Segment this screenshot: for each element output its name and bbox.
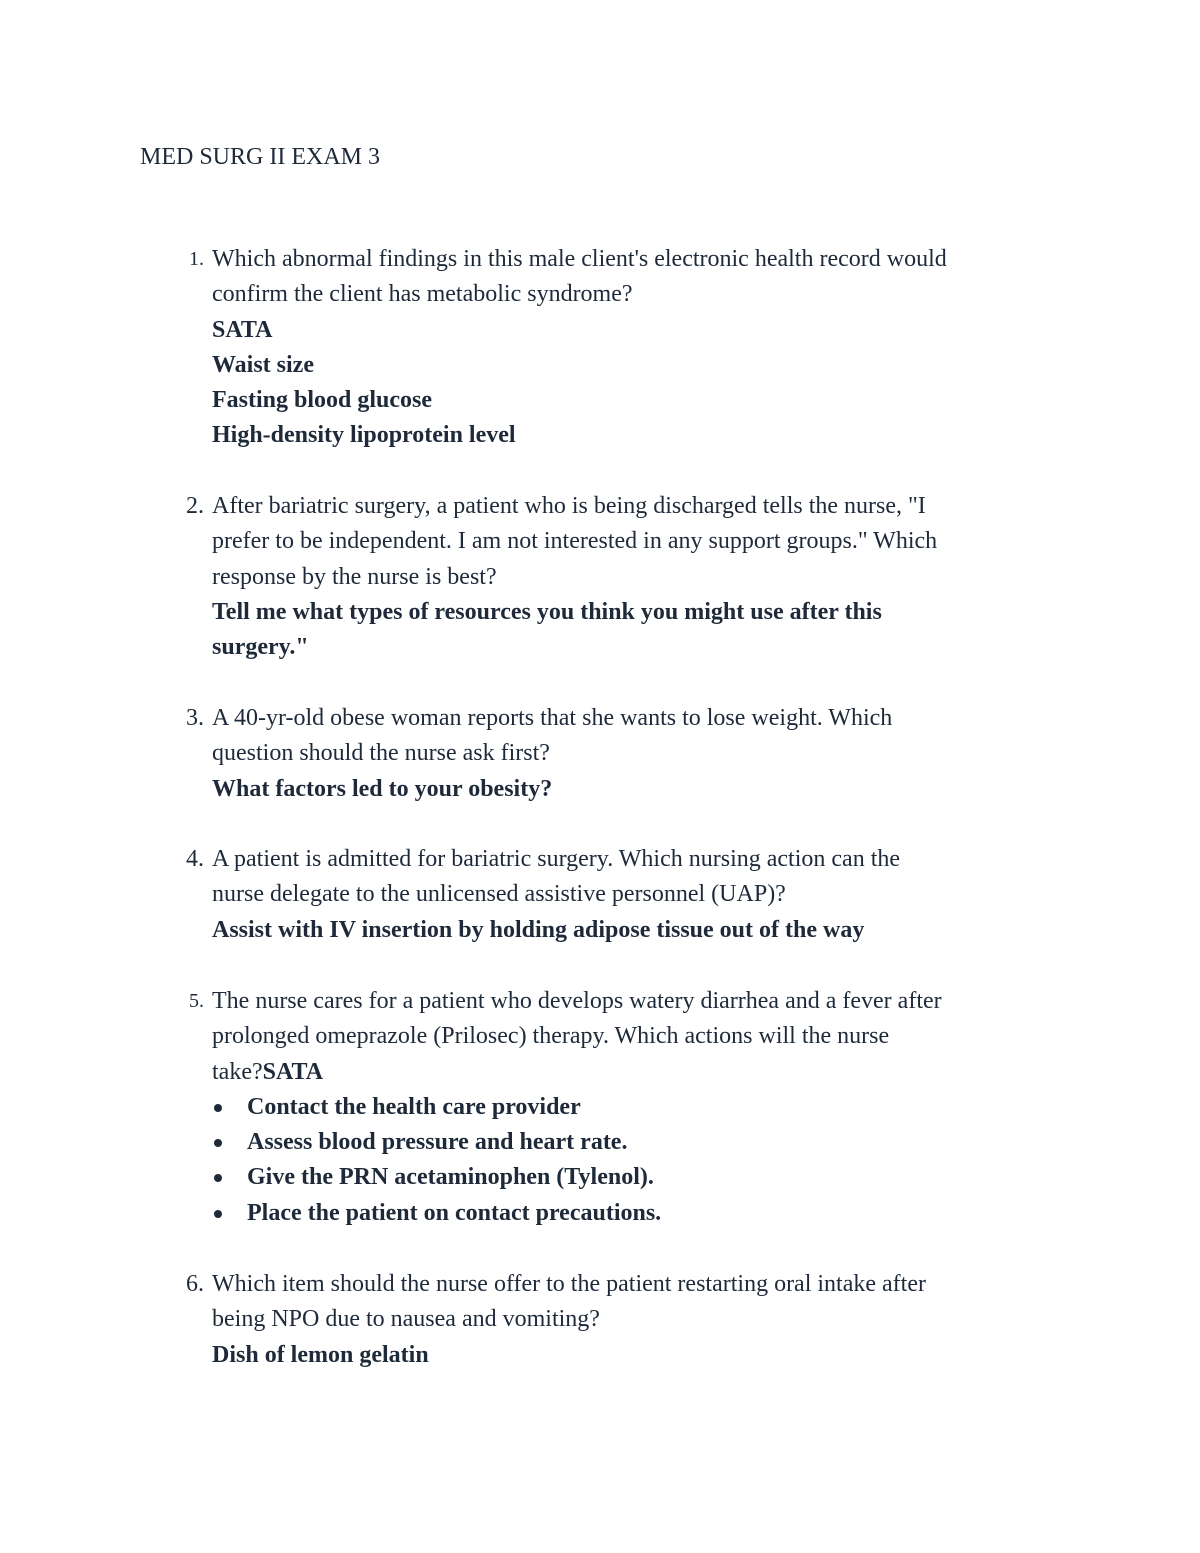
question-number: 3. <box>186 705 204 731</box>
question-text-line: A patient is admitted for bariatric surgery. Which nursing action can the <box>212 846 901 872</box>
question-number: 2. <box>186 493 204 519</box>
question-text-line: being NPO due to nausea and vomiting? <box>212 1306 600 1333</box>
question-text-line: confirm the client has metabolic syndrome? <box>212 281 633 308</box>
question-text-line: question should the nurse ask first? <box>212 740 550 767</box>
answer-bullet-item <box>212 1196 1092 1231</box>
answer-bullet-text: Assess blood pressure and heart rate. <box>247 1129 628 1156</box>
question-4 <box>186 842 1092 948</box>
document-title: MED SURG II EXAM 3 <box>140 144 380 170</box>
question-text-fragment: take? <box>212 1058 263 1085</box>
bullet-dot-icon <box>214 1174 222 1182</box>
question-text-line: A 40-yr-old obese woman reports that she wants to lose weight. Which <box>212 705 893 731</box>
question-3 <box>186 701 1092 807</box>
answer-bullet-text: Place the patient on contact precautions. <box>247 1199 662 1226</box>
question-text-line: Which abnormal findings in this male client's electronic health record would <box>212 246 947 272</box>
answer-line: Dish of lemon gelatin <box>212 1341 429 1368</box>
bullet-dot-icon <box>214 1139 222 1147</box>
answer-bullet-item <box>212 1090 1092 1125</box>
answer-line: Assist with IV insertion by holding adipose tissue out of the way <box>212 916 865 943</box>
question-text-line: prefer to be independent. I am not interested in any support groups." Which <box>212 528 938 555</box>
answer-line: Tell me what types of resources you think you might use after this <box>212 598 882 625</box>
question-number: 1. <box>189 248 204 270</box>
question-number: 5. <box>189 990 204 1012</box>
answer-line: High-density lipoprotein level <box>212 422 516 449</box>
answer-bullet-text: Contact the health care provider <box>247 1093 581 1120</box>
question-text-line: After bariatric surgery, a patient who is being discharged tells the nurse, "I <box>212 493 926 519</box>
question-text-line: The nurse cares for a patient who develops watery diarrhea and a fever after <box>212 988 942 1014</box>
sata-tag: SATA <box>262 1058 324 1085</box>
question-2 <box>186 489 1092 665</box>
question-text-line-with-tag <box>212 1055 1092 1090</box>
answer-line: Waist size <box>212 351 314 378</box>
answer-bullet-item <box>212 1125 1092 1160</box>
bullet-dot-icon <box>214 1210 222 1218</box>
answer-bullet-text: Give the PRN acetaminophen (Tylenol). <box>247 1164 654 1191</box>
bullet-dot-icon <box>214 1104 222 1112</box>
question-text-line: Which item should the nurse offer to the patient restarting oral intake after <box>212 1271 926 1297</box>
question-6 <box>186 1267 1092 1373</box>
question-number: 4. <box>186 846 204 872</box>
question-1 <box>189 242 1092 454</box>
question-number: 6. <box>186 1271 204 1297</box>
answer-line: SATA <box>212 316 273 343</box>
question-text-line: nurse delegate to the unlicensed assistive personnel (UAP)? <box>212 881 786 908</box>
answer-line: Fasting blood glucose <box>212 387 433 414</box>
question-5 <box>189 984 1092 1231</box>
question-text-line: prolonged omeprazole (Prilosec) therapy. Which actions will the nurse <box>212 1023 890 1050</box>
answer-line: What factors led to your obesity? <box>212 775 553 802</box>
answer-bullet-list <box>212 1090 1092 1231</box>
answer-bullet-item <box>212 1160 1092 1195</box>
answer-line: surgery." <box>212 634 309 661</box>
question-text-line: response by the nurse is best? <box>212 563 497 590</box>
